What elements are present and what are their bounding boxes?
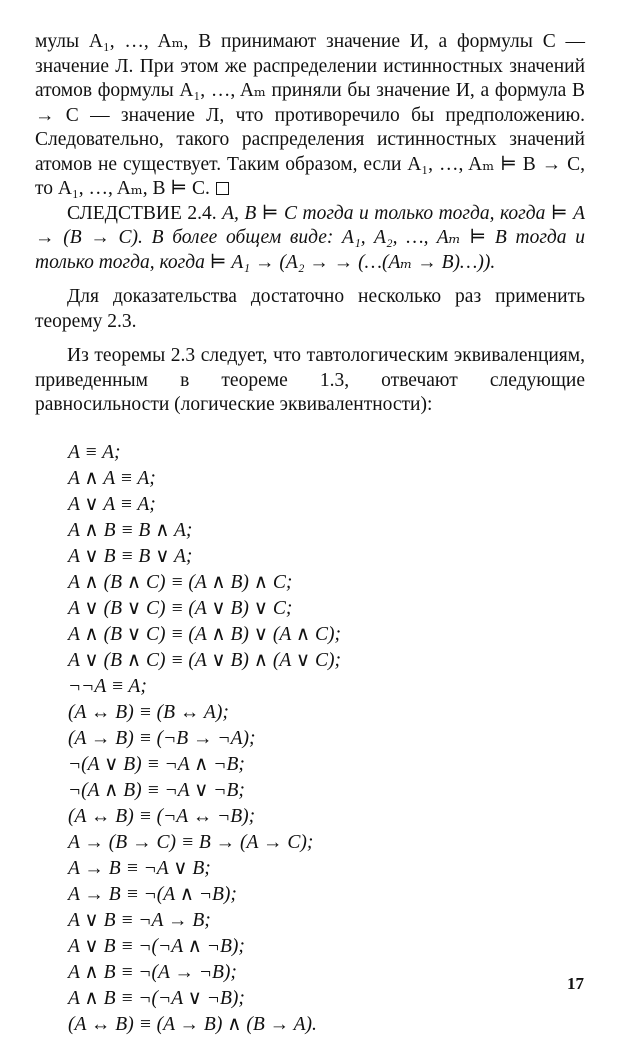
- paragraph-proof-end: [35, 30, 585, 202]
- corollary-2-4: [35, 202, 585, 276]
- equivalences-list: [68, 440, 585, 1038]
- formula-line: (A → B) ≡ (¬B → ¬A);: [68, 727, 256, 749]
- formula-line: A ∧ (B ∨ C) ≡ (A ∧ B) ∨ (A ∧ C);: [68, 623, 341, 645]
- formula-line: (A ↔ B) ≡ (A → B) ∧ (B → A).: [68, 1013, 317, 1035]
- formula-line: (A ↔ B) ≡ (¬A ↔ ¬B);: [68, 805, 256, 827]
- formula-line: A ∨ B ≡ ¬A → B;: [68, 909, 211, 931]
- formula-line: A ∨ B ≡ ¬(¬A ∧ ¬B);: [68, 935, 245, 957]
- formula-line: A ∨ (B ∨ C) ≡ (A ∨ B) ∨ C;: [68, 597, 293, 619]
- qed-square-icon: [216, 182, 229, 195]
- page-body: [35, 30, 585, 1038]
- formula-line: A ∧ B ≡ B ∧ A;: [68, 519, 193, 541]
- formula-line: ¬¬A ≡ A;: [68, 675, 147, 697]
- formula-line: A ∨ A ≡ A;: [68, 493, 156, 515]
- formula-line: ¬(A ∧ B) ≡ ¬A ∨ ¬B;: [68, 779, 245, 801]
- formula-line: A ∧ B ≡ ¬(¬A ∨ ¬B);: [68, 987, 245, 1009]
- formula-line: (A ↔ B) ≡ (B ↔ A);: [68, 701, 229, 723]
- corollary-heading: СЛЕДСТВИЕ 2.4.: [67, 202, 217, 224]
- formula-line: A ∧ B ≡ ¬(A → ¬B);: [68, 961, 237, 983]
- formula-line: A ∨ B ≡ B ∨ A;: [68, 545, 193, 567]
- formula-line: A ∧ A ≡ A;: [68, 467, 156, 489]
- formula-line: ¬(A ∨ B) ≡ ¬A ∧ ¬B;: [68, 753, 245, 775]
- page-number: 17: [567, 974, 584, 993]
- paragraph-proof-text: мулы A₁, …, Aₘ, B принимают значение И, а формулы C — значение Л. При этом же распределении истинностных значений атомов формулы A₁, …, Aₘ приняли бы значение И, а формула B → C — значение Л, что противоречило бы предположению. Следовательно, такого распределения истинностных значений атомов не существует. Таким образом, если A₁, …, Aₘ ⊨ B → C, то A₁, …, Aₘ, B ⊨ C.: [35, 31, 585, 199]
- formula-line: A ∨ (B ∧ C) ≡ (A ∨ B) ∧ (A ∨ C);: [68, 649, 341, 671]
- paragraph-equivalences-intro: Из теоремы 2.3 следует, что тавтологическим эквиваленциям, приведенным в теореме 1.3, отвечают следующие равносильности (логические эквивалентности):: [35, 345, 585, 415]
- formula-line: A ≡ A;: [68, 441, 121, 463]
- paragraph-proof-hint: Для доказательства достаточно несколько раз применить теорему 2.3.: [35, 286, 585, 332]
- formula-line: A → B ≡ ¬A ∨ B;: [68, 857, 211, 879]
- corollary-statement: A, B ⊨ C тогда и только тогда, когда ⊨ A → (B → C). В более общем виде: A₁, A₂, …, Aₘ ⊨ B тогда и только тогда, когда ⊨ A₁ → (A₂ → → (…(Aₘ → B)…)).: [35, 202, 585, 273]
- formula-line: A → (B → C) ≡ B → (A → C);: [68, 831, 314, 853]
- formula-line: A → B ≡ ¬(A ∧ ¬B);: [68, 883, 237, 905]
- formula-line: A ∧ (B ∧ C) ≡ (A ∧ B) ∧ C;: [68, 571, 293, 593]
